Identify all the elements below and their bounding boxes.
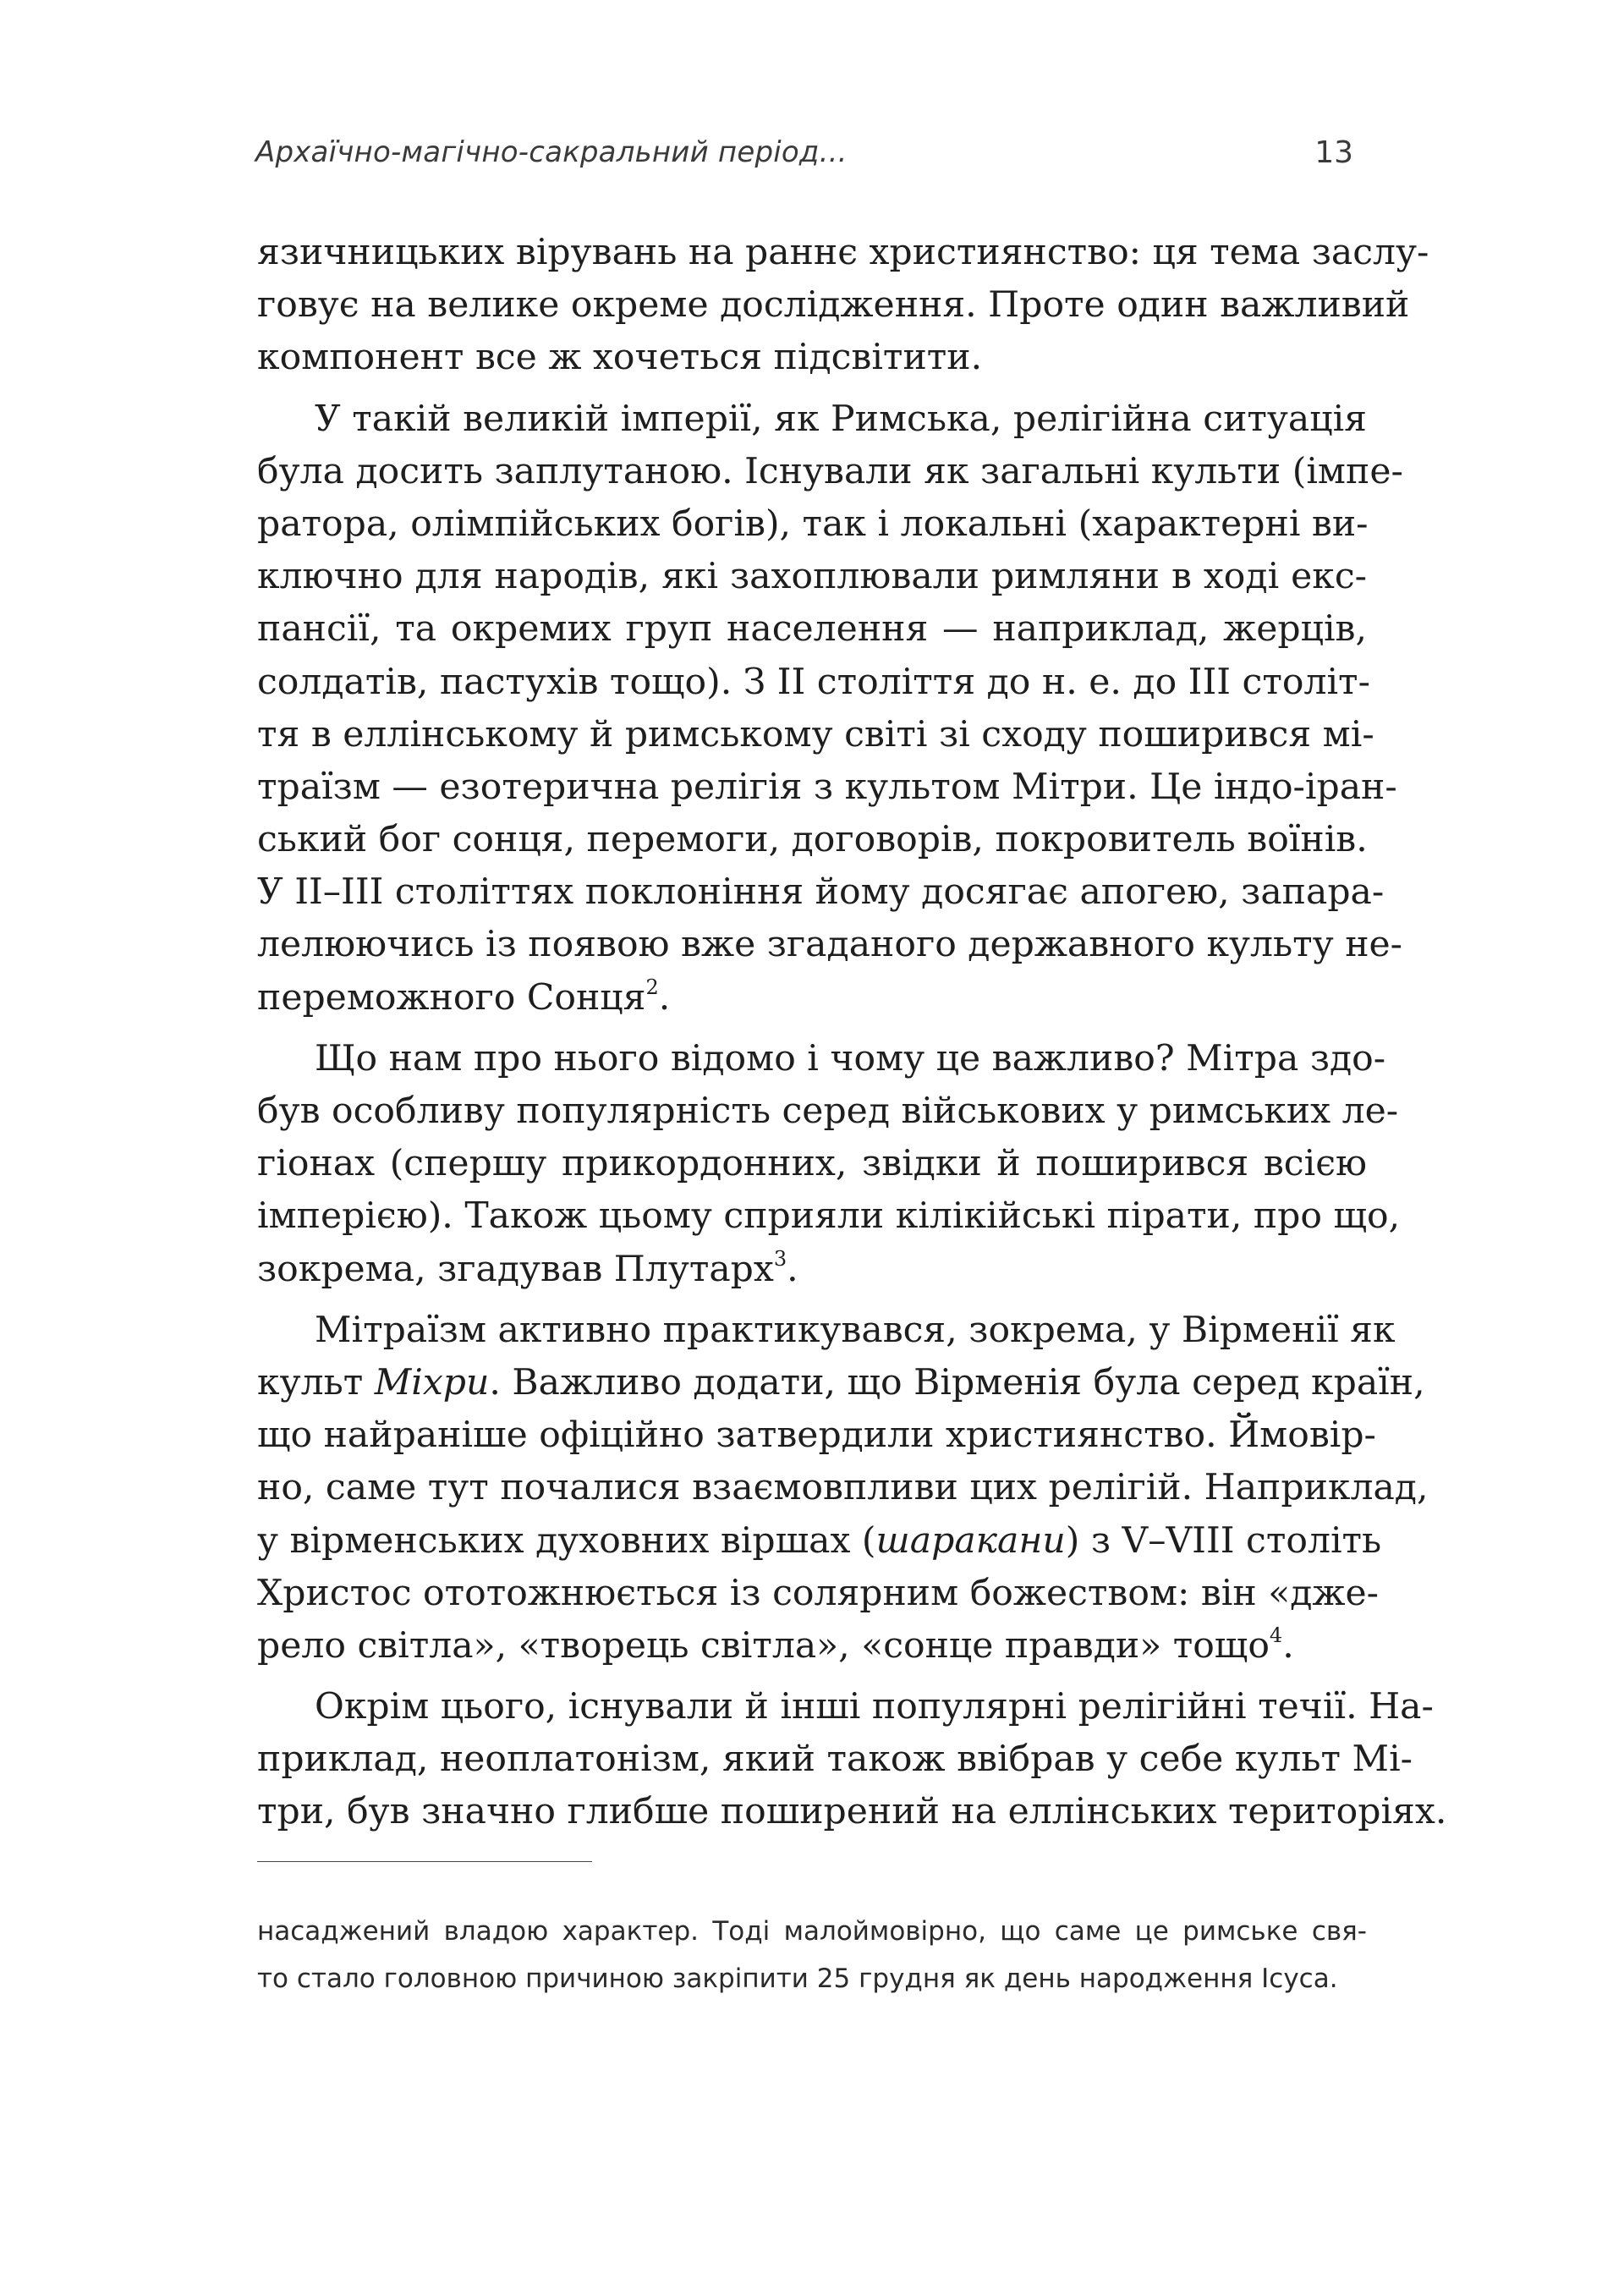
text-fragment: рело світла», «творець світла», «сонце правди» тощо — [257, 1624, 1270, 1667]
text-line — [257, 1357, 1425, 1409]
footnote-divider — [257, 1861, 592, 1862]
paragraph-first-line: Мітраїзм активно практикувався, зокрема, у Вірменії як — [315, 1309, 1396, 1351]
text-line: траїзм — езотерична релігія з культом Мітри. Це індо-іран- — [257, 766, 1397, 808]
text-line: була досить заплутаною. Існували як загальні культи (імпе- — [257, 450, 1403, 492]
text-line: ключно для народів, які захоплювали римляни в ході екс- — [257, 556, 1367, 598]
body-text — [257, 227, 1447, 1839]
text-line: У ІІ–ІІІ століттях поклоніння йому досягає апогею, запара- — [257, 871, 1385, 914]
text-line: говує на велике окреме дослідження. Проте один важливий — [257, 284, 1410, 327]
text-line: приклад, неоплатонізм, який також ввібрав у себе культ Мі- — [257, 1738, 1413, 1781]
footnote-text — [257, 1908, 1367, 2002]
footnote-line: то стало головною причиною закріпити 25 грудня як день народження Ісуса. — [257, 1964, 1338, 1994]
italic-term-mikhra: Міхри — [374, 1361, 490, 1403]
text-line: пансії, та окремих груп населення — наприклад, жерців, — [257, 608, 1367, 651]
text-fragment: . — [787, 1248, 798, 1290]
footnote-ref-4[interactable]: 4 — [1269, 1623, 1283, 1647]
text-line — [257, 1244, 1367, 1296]
text-line: імперією). Також цьому сприяли кілікійські пірати, про що, — [257, 1195, 1401, 1238]
text-fragment: переможного Сонця — [257, 976, 646, 1019]
text-line: солдатів, пастухів тощо). З ІІ століття до н. е. до ІІІ століт- — [257, 661, 1370, 703]
text-fragment: . — [1282, 1624, 1294, 1667]
text-fragment: . Важливо додати, що Вірменія була серед країн, — [489, 1361, 1425, 1403]
footnote-ref-3[interactable]: 3 — [773, 1246, 787, 1271]
text-line — [257, 1620, 1367, 1673]
text-line: гіонах (спершу прикордонних, звідки й поширився всією — [257, 1143, 1367, 1185]
text-line: ратора, олімпійських богів), так і локальні (характерні ви- — [257, 503, 1369, 545]
footnote-line: насаджений владою характер. Тоді малоймовірно, що саме це римське свя- — [257, 1916, 1367, 1947]
text-line: компонент все ж хочеться підсвітити. — [257, 337, 983, 379]
text-fragment: у вірменських духовних віршах ( — [257, 1519, 876, 1562]
text-line — [257, 1515, 1382, 1568]
text-line: язичницьких вірувань на раннє християнство: ця тема заслу- — [257, 232, 1429, 273]
text-line: був особливу популярність серед військових у римських ле- — [257, 1090, 1399, 1132]
text-line: ський бог сонця, перемоги, договорів, покровитель воїнів. — [257, 819, 1368, 861]
running-title: Архаїчно-магічно-сакральний період... — [255, 135, 848, 169]
text-line: що найраніше офіційно затвердили християнство. Ймовір- — [257, 1414, 1376, 1457]
text-line: лелюючись із появою вже згаданого державного культу не- — [257, 924, 1403, 966]
footnote-ref-2[interactable]: 2 — [645, 975, 659, 999]
italic-term-sharakany: шаракани — [875, 1519, 1066, 1562]
text-line: но, саме тут почалися взаємовпливи цих релігій. Наприклад, — [257, 1467, 1429, 1509]
text-fragment: . — [658, 976, 671, 1019]
paragraph-first-line: Що нам про нього відомо і чому це важливо? Мітра здо- — [315, 1037, 1386, 1079]
text-fragment: культ — [257, 1361, 375, 1403]
paragraph-first-line: Окрім цього, існували й інші популярні релігійні течії. На- — [315, 1686, 1434, 1728]
text-line: Христос ототожнюється із солярним божеством: він «дже- — [257, 1572, 1379, 1614]
text-fragment: зокрема, згадував Плутарх — [257, 1248, 774, 1290]
text-line: тя в еллінському й римському світі зі сходу поширився мі- — [257, 713, 1374, 755]
text-line — [257, 972, 1367, 1024]
paragraph-first-line: У такій великій імперії, як Римська, релігійна ситуація — [315, 398, 1367, 440]
text-line: три, був значно глибше поширений на еллінських територіях. — [257, 1791, 1447, 1833]
text-fragment: ) з V–VIII століть — [1065, 1519, 1382, 1562]
page-number: 13 — [1314, 135, 1353, 170]
